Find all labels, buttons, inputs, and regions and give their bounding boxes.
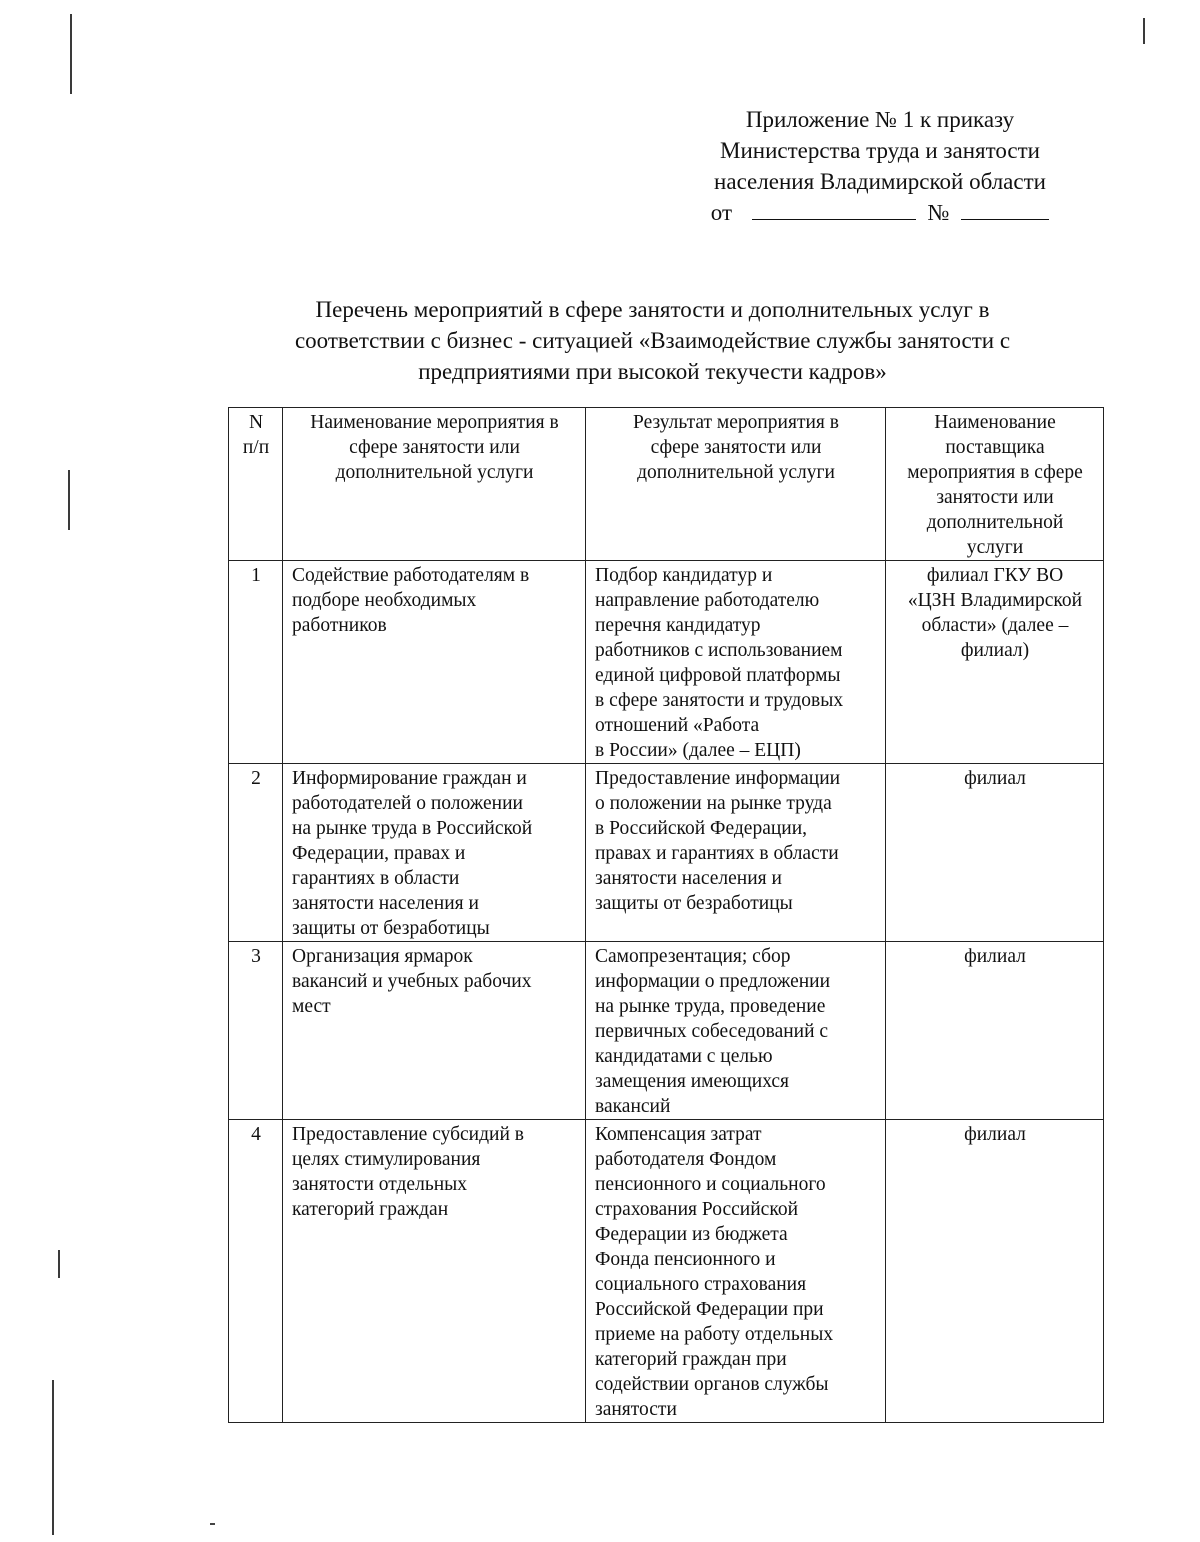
scan-edge-mark (70, 14, 72, 94)
header-number: N п/п (229, 408, 283, 561)
title-line-2: соответствии с бизнес - ситуацией «Взаимодействие службы занятости с (294, 328, 1011, 353)
row-number: 4 (229, 1120, 283, 1423)
table-header-row (229, 408, 1104, 561)
row-activity-result: Подбор кандидатур и направление работодателю перечня кандидатур работников с использованием единой цифровой платформы в сфере занятости и трудовых отношений «Работа в России» (далее – ЕЦП) (586, 561, 886, 764)
appendix-line-1: Приложение № 1 к приказу (745, 107, 1015, 132)
row-number: 2 (229, 764, 283, 942)
row-number: 1 (229, 561, 283, 764)
scan-edge-mark (58, 1250, 60, 1278)
row-activity-name: Содействие работодателям в подборе необходимых работников (283, 561, 586, 764)
scan-speck (210, 1523, 215, 1525)
number-blank (961, 201, 1049, 220)
appendix-date-number-line (640, 197, 1120, 228)
row-activity-result: Самопрезентация; сбор информации о предложении на рынке труда, проведение первичных собеседований с кандидатами с целью замещения имеющихся вакансий (586, 942, 886, 1120)
row-activity-name: Предоставление субсидий в целях стимулирования занятости отдельных категорий граждан (283, 1120, 586, 1423)
row-provider: филиал (886, 1120, 1104, 1423)
appendix-line-2: Министерства труда и занятости (720, 138, 1040, 163)
table-row (229, 1120, 1104, 1423)
header-activity-result: Результат мероприятия в сфере занятости или дополнительной услуги (586, 408, 886, 561)
scan-edge-mark (1143, 18, 1145, 44)
title-line-3: предприятиями при высокой текучести кадров» (418, 359, 887, 384)
row-provider: филиал (886, 764, 1104, 942)
row-activity-result: Компенсация затрат работодателя Фондом пенсионного и социального страхования Российской Федерации из бюджета Фонда пенсионного и социального страхования Российской Федерации при приеме на работу отдельных категорий граждан при содействии органов службы занятости (586, 1120, 886, 1423)
number-sign: № (927, 200, 950, 225)
appendix-reference (640, 104, 1120, 228)
row-activity-result: Предоставление информации о положении на рынке труда в Российской Федерации, правах и гарантиях в области занятости населения и защиты от безработицы (586, 764, 886, 942)
date-prefix: от (710, 200, 733, 225)
header-provider: Наименование поставщика мероприятия в сфере занятости или дополнительной услуги (886, 408, 1104, 561)
row-provider: филиал ГКУ ВО «ЦЗН Владимирской области» (далее – филиал) (886, 561, 1104, 764)
appendix-line-3: населения Владимирской области (714, 169, 1046, 194)
header-activity-name: Наименование мероприятия в сфере занятости или дополнительной услуги (283, 408, 586, 561)
scan-edge-mark (52, 1380, 54, 1535)
row-activity-name: Информирование граждан и работодателей о положении на рынке труда в Российской Федерации, правах и гарантиях в области занятости населения и защиты от безработицы (283, 764, 586, 942)
scan-edge-mark (68, 470, 70, 530)
date-blank (752, 201, 916, 220)
row-number: 3 (229, 942, 283, 1120)
table-row (229, 764, 1104, 942)
table-row (229, 942, 1104, 1120)
row-activity-name: Организация ярмарок вакансий и учебных рабочих мест (283, 942, 586, 1120)
table-row (229, 561, 1104, 764)
title-line-1: Перечень мероприятий в сфере занятости и дополнительных услуг в (315, 297, 990, 322)
row-provider: филиал (886, 942, 1104, 1120)
document-title (200, 294, 1105, 387)
activities-table (228, 407, 1104, 1423)
